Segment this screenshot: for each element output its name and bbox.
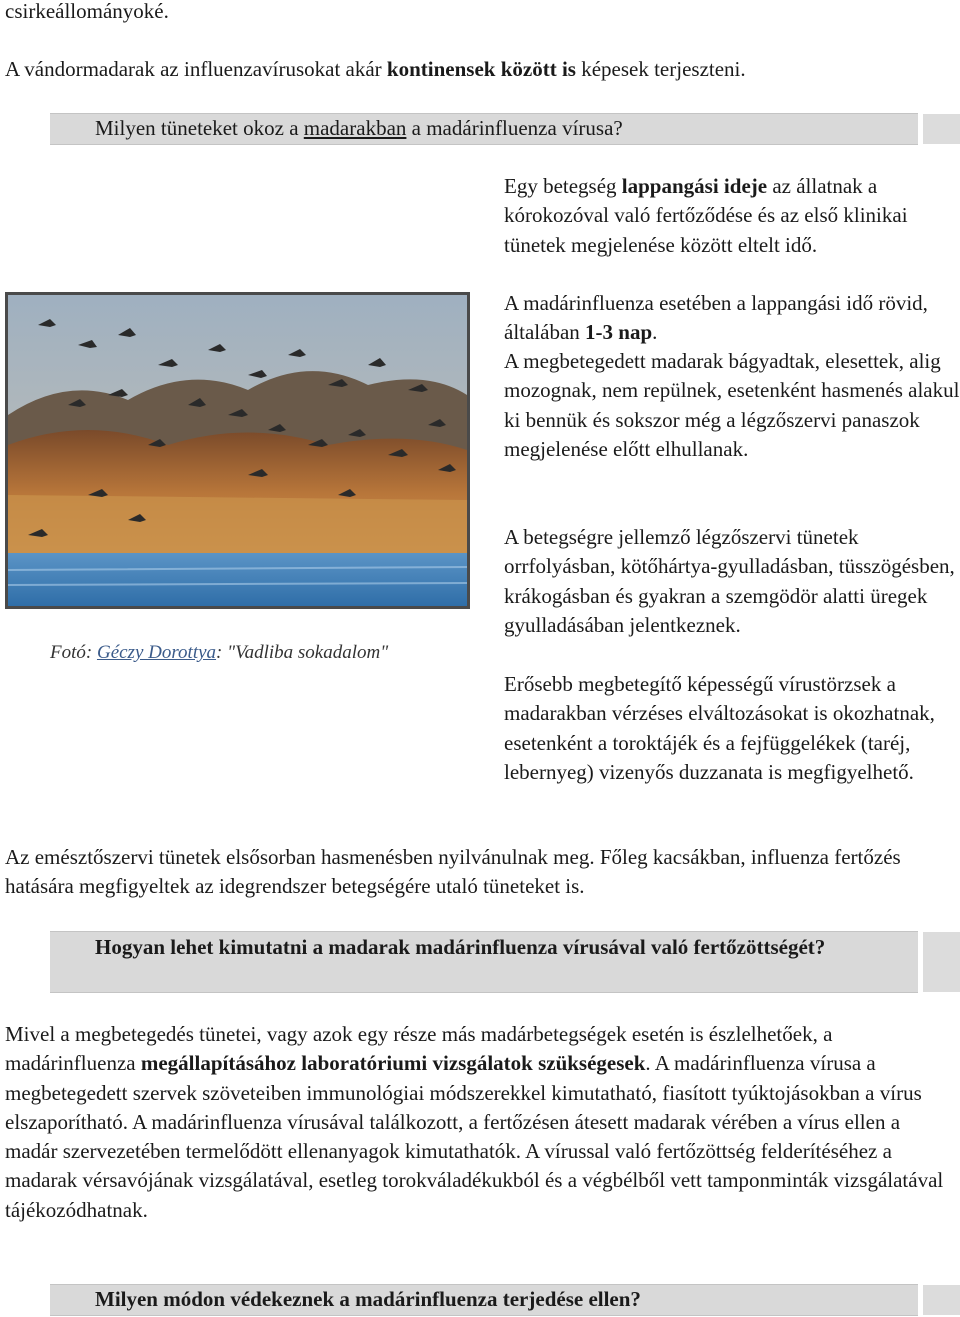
question-bar-prevention: [50, 1284, 918, 1316]
question-heading: Milyen tüneteket okoz a madarakban a madárinfluenza vírusa?: [95, 116, 623, 140]
virulent-strains-paragraph: Erősebb megbetegítő képességű vírustörzsek a madarakban vérzéses elváltozásokat is okozhatnak, esetenként a toroktájék és a fejfüggelékek (taréj, lebernyeg) vizenyős duzzanata is megfigyelhető.: [504, 672, 935, 784]
question-heading: Hogyan lehet kimutatni a madarak madárinfluenza vírusával való fertőzöttségét?: [95, 935, 826, 959]
digestive-symptoms-paragraph: Az emésztőszervi tünetek elsősorban hasmenésben nyilvánulnak meg. Főleg kacsákban, influenza fertőzés hatására megfigyeltek az idegrendszer betegségére utaló tüneteket is.: [5, 845, 901, 899]
migratory-sentence: A vándormadarak az influenzavírusokat akár kontinensek között is képesek terjeszteni.: [5, 57, 746, 81]
question-bar-detection: [50, 931, 918, 993]
wild-geese-photo: [5, 292, 470, 609]
emphasis: kontinensek között is: [386, 57, 576, 81]
incubation-paragraph: Egy betegség lappangási ideje az állatnak a kórokozóval való fertőződése és az első klinikai tünetek megjelenése között eltelt idő.: [504, 174, 908, 257]
question-bar-symptoms: [50, 113, 918, 145]
fragment-text: csirkeállományoké.: [5, 0, 169, 23]
incubation-duration-paragraph: A madárinfluenza esetében a lappangási idő rövid, általában 1-3 nap.: [504, 291, 928, 345]
photo-caption: Fotó: Géczy Dorottya: "Vadliba sokadalom": [50, 642, 389, 663]
respiratory-symptoms-paragraph: A betegségre jellemző légzőszervi tünetek orrfolyásban, kötőhártya-gyulladásban, tüsszögésben, krákogásban és gyakran a szemgödör alatti üregek gyulladásában jelentkeznek.: [504, 525, 955, 637]
geese-image: [8, 295, 467, 606]
photographer-link[interactable]: Géczy Dorottya: [96, 642, 217, 663]
sick-birds-paragraph: A megbetegedett madarak bágyadtak, elesettek, alig mozognak, nem repülnek, esetenként hasmenés alakul ki bennük és sokszor még a légzőszervi panaszok megjelenése előtt elhullanak.: [504, 349, 960, 461]
question-heading: Milyen módon védekeznek a madárinfluenza terjedése ellen?: [95, 1287, 641, 1311]
detection-paragraph: Mivel a megbetegedés tünetei, vagy azok egy része más madárbetegségek esetén is észlelhetőek, a madárinfluenza megállapításához laboratóriumi vizsgálatok szükségesek. A madárinfluenza vírusa a megbetegedett szervek szöveteiben immunológiai módszerekkel kimutatható, fiasított tyúktojásokban a vírus elszaporítható. A madárinfluenza vírusával találkozott, a fertőzésen átesett madarak vérében a vírus ellen a madár szervezetében termelődött ellenanyagok kimutathatók. A vírussal való fertőzöttség felderítéséhez a madarak vérsavójának vizsgálatával, esetleg torokváladékukból és a végbélből vett tamponminták vizsgálatával tájékozódhatnak.: [5, 1022, 944, 1222]
